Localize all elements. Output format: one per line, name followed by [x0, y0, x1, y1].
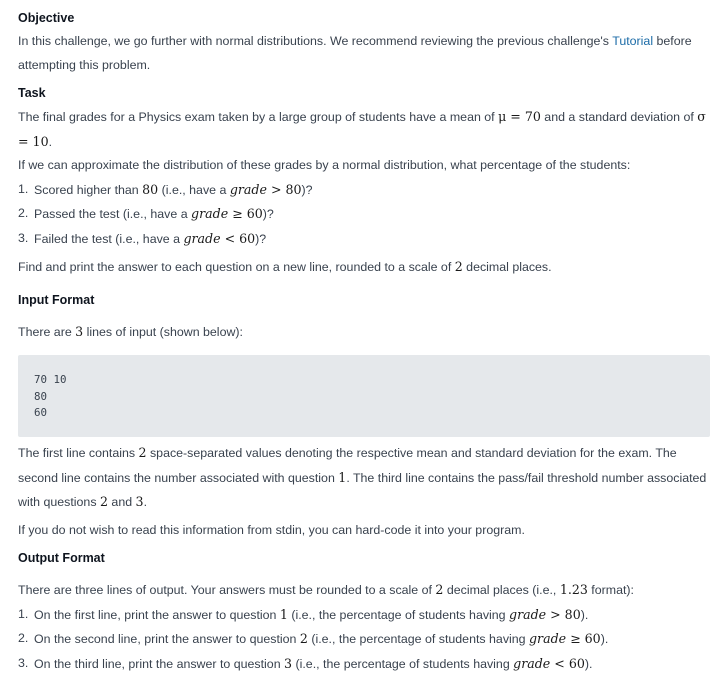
task-line-1 [18, 105, 710, 154]
math-expression [513, 656, 585, 671]
math-expression [183, 231, 255, 246]
math-value: 3 [75, 323, 84, 339]
math-relation: ≥ 60 [566, 631, 601, 646]
math-value: 2 [454, 259, 463, 274]
math-relation: < 60 [550, 655, 585, 671]
question-text: (i.e., have a [158, 182, 230, 197]
input-format-heading: Input Format [18, 292, 95, 307]
math-value: 2 [435, 582, 444, 597]
output-item-text: ). [584, 656, 593, 671]
math-value: 80 [142, 181, 159, 197]
objective-text-b: before attempting this problem. [18, 34, 692, 72]
math-variable: grade [229, 181, 267, 197]
output-item-text: (i.e., the percentage of students having [292, 656, 514, 671]
question-text: Scored higher than [34, 182, 143, 197]
math-variable: grade [513, 655, 551, 671]
question-text: )? [255, 231, 267, 246]
output-item-text: (i.e., the percentage of students having [287, 607, 510, 622]
input-intro-b: lines of input (shown below): [83, 324, 243, 339]
list-number: 1. [18, 181, 29, 196]
math-variable: grade [183, 230, 221, 246]
output-intro-text: There are three lines of output. Your answers must be rounded to a scale of [18, 583, 436, 597]
math-expression [509, 607, 581, 622]
math-variable: grade [509, 606, 547, 622]
math-expression [230, 182, 302, 197]
output-format-heading: Output Format [18, 551, 105, 565]
task-line-1-b: and a standard deviation of [540, 110, 698, 124]
math-variable: grade [529, 631, 567, 646]
mean-expression: μ = 70 [498, 109, 541, 124]
task-line-2: If we can approximate the distribution of these grades by a normal distribution, what percentage of the students: [18, 158, 631, 172]
objective-text [18, 30, 710, 77]
math-relation: > 80 [546, 606, 581, 622]
list-item [18, 178, 710, 203]
list-number: 2. [18, 206, 29, 220]
task-closing-a: Find and print the answer to each question on a new line, rounded to a scale of [18, 260, 455, 274]
math-relation: > 80 [266, 181, 302, 197]
math-variable: grade [191, 206, 229, 221]
list-item [18, 627, 710, 652]
output-item-text: On the first line, print the answer to question [34, 607, 280, 622]
task-line-1-c: . [48, 134, 53, 149]
output-item-text: On the third line, print the answer to question [34, 656, 285, 671]
code-line: 70 10 [34, 373, 67, 386]
list-number: 3. [18, 230, 29, 245]
output-format-intro [18, 578, 710, 603]
task-closing [18, 255, 710, 280]
list-number: 3. [18, 655, 29, 670]
list-number: 2. [18, 631, 29, 645]
output-intro-text: format): [587, 583, 634, 597]
task-line-1-a: The final grades for a Physics exam taken by a large group of students have a mean of [18, 110, 499, 124]
question-text: Failed the test (i.e., have a [34, 231, 184, 246]
math-relation: ≥ 60 [228, 206, 263, 221]
input-desc-text: . The third line contains the pass/fail threshold number associated with questions [18, 470, 707, 509]
tutorial-link[interactable]: Tutorial [612, 34, 654, 48]
list-item [18, 603, 710, 628]
input-desc-text: space-separated values denoting the respective mean and standard deviation for the exam. The second line contains the number associated with question [18, 446, 677, 485]
code-line: 60 [34, 406, 48, 419]
math-expression [529, 631, 601, 646]
input-format-intro [18, 320, 710, 345]
math-relation: < 60 [220, 230, 256, 246]
output-item-text: ). [580, 607, 589, 622]
list-item [18, 227, 710, 252]
math-value: 2 [99, 494, 108, 509]
sd-expression: σ = 10 [18, 109, 706, 149]
math-value: 1 [279, 606, 288, 622]
math-value: 2 [299, 631, 308, 646]
math-value: 3 [284, 655, 293, 671]
task-heading: Task [18, 86, 46, 100]
input-intro-a: There are [18, 324, 76, 339]
input-desc-text: The first line contains [18, 446, 139, 460]
output-item-text: ). [600, 632, 609, 646]
objective-text-a: In this challenge, we go further with normal distributions. We recommend reviewing the previous challenge's [18, 34, 613, 48]
input-desc-text: and [107, 495, 136, 509]
output-intro-text: decimal places (i.e., [443, 583, 560, 597]
list-number: 1. [18, 606, 29, 621]
output-format-list [18, 603, 710, 677]
math-value: 3 [135, 494, 144, 509]
input-format-description [18, 441, 710, 515]
output-item-text: On the second line, print the answer to question [34, 632, 300, 646]
output-item-text: (i.e., the percentage of students having [307, 632, 529, 646]
math-value: 2 [138, 445, 147, 460]
question-text: Passed the test (i.e., have a [34, 207, 192, 221]
task-closing-b: decimal places. [462, 260, 552, 274]
list-item [18, 202, 710, 227]
math-value: 1 [338, 469, 347, 485]
list-item [18, 652, 710, 677]
input-desc-text: . [143, 495, 148, 509]
question-text: )? [262, 207, 274, 221]
task-question-list [18, 178, 710, 252]
math-value: 1.23 [559, 582, 588, 597]
math-expression [191, 206, 263, 221]
stdin-note: If you do not wish to read this information from stdin, you can hard-code it into your program. [18, 522, 525, 537]
question-text: )? [301, 182, 313, 197]
objective-heading: Objective [18, 11, 75, 25]
sample-input-code-block [18, 355, 710, 437]
code-line: 80 [34, 389, 48, 403]
